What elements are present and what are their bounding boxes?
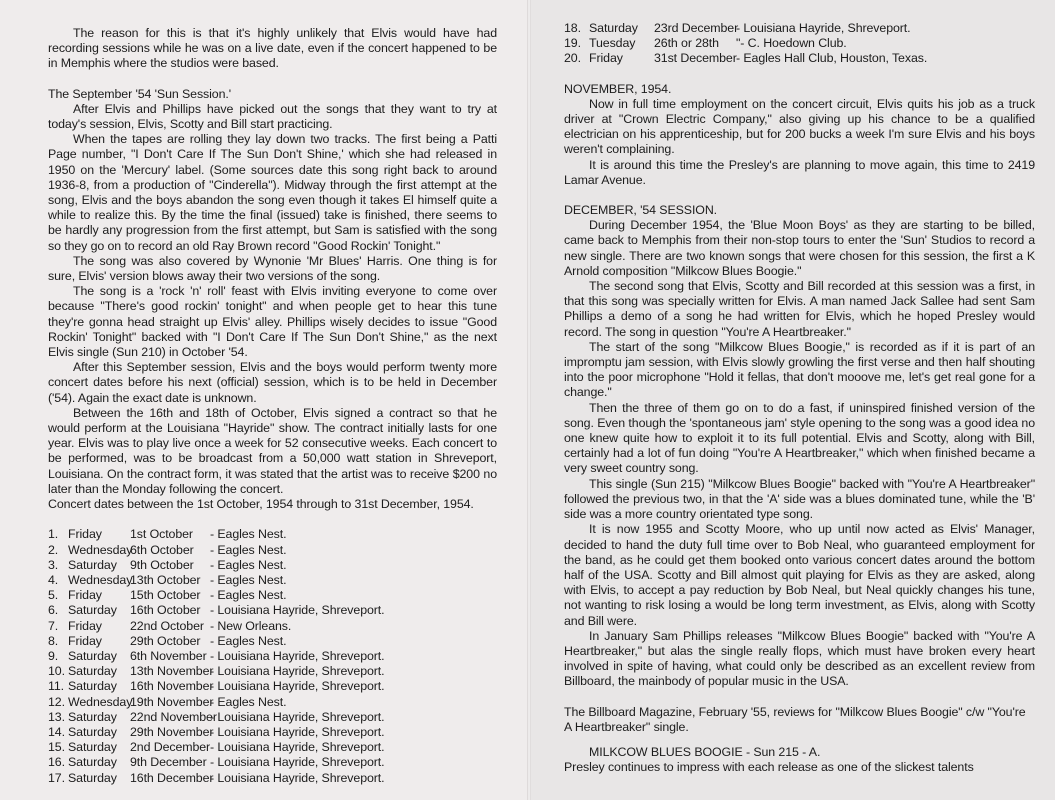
concert-date-row: 16. Saturday 9th December - Louisiana Hayride, Shreveport.	[48, 755, 385, 770]
concert-date-row: 5. Friday 15th October - Eagles Nest.	[48, 588, 287, 603]
concert-date-row: 8. Friday 29th October - Eagles Nest.	[48, 633, 287, 648]
concert-date-row: 3. Saturday 9th October - Eagles Nest.	[48, 557, 287, 572]
concert-date-row: 17. Saturday 16th December - Louisiana Hayride, Shreveport.	[48, 770, 385, 785]
paragraph: It is now 1955 and Scotty Moore, who up until now acted as Elvis' Manager, decided to hand the duty full time over to Bob Neal, who guaranteed employment for the band, as he could get them booked onto various concert dates around the bottom half of the USA. Scotty and Bill almost quit playing for Elvis as they are asked, along with Elvis, to accept a pay reduction by Bob Neal, but Neal quickly changes his tune, not wanting to risk losing a would be long term investment, as Elvis, along with Scotty and Bill were.	[564, 522, 1035, 628]
paragraph: After this September session, Elvis and the boys would perform twenty more concert dates before his next (official) session, which is to be held in December ('54). Again the exact date is unknown.	[48, 360, 497, 405]
billboard-paragraph: The Billboard Magazine, February '55, reviews for "Milkcow Blues Boogie" c/w "You're A Heartbreaker" single.	[564, 704, 1026, 734]
concert-dates-intro: Concert dates between the 1st October, 1954 through to 31st December, 1954.	[48, 497, 474, 512]
concert-date-row: 13. Saturday 22nd November - Louisiana Hayride, Shreveport.	[48, 709, 385, 724]
december-session-heading: DECEMBER, '54 SESSION.	[564, 203, 718, 218]
concert-date-row: 15. Saturday 2nd December - Louisiana Hayride, Shreveport.	[48, 740, 385, 755]
review-heading: MILKCOW BLUES BOOGIE - Sun 215 - A.	[589, 744, 821, 759]
november-heading: NOVEMBER, 1954.	[564, 81, 672, 96]
paragraph: The second song that Elvis, Scotty and Bill recorded at this session was a first, in that this song was specially written for Elvis. A man named Jack Sallee had sent Sam Phillips a demo of a song he had written for Elvis, which he hoped Presley would record. The song in question "You're A Heartbreaker."	[564, 279, 1035, 339]
paragraph: It is around this time the Presley's are planning to move again, this time to 2419 Lamar Avenue.	[564, 157, 1035, 187]
paragraph: In January Sam Phillips releases "Milkcow Blues Boogie" backed with "You're A Heartbreaker," but alas the single really flops, which must have broken every heart involved in spite of having, what could only be described as an excellent review from Billboard, the mainbody of popular music in the USA.	[564, 628, 1035, 689]
concert-date-row: 9. Saturday 6th November - Louisiana Hayride, Shreveport.	[48, 648, 385, 663]
paragraph: When the tapes are rolling they lay down two tracks. The first being a Patti Page number, "I Don't Care If The Sun Don't Shine,' which she had released in 1950 on the 'Mercury' label. (Some sources date this song right back to around 1936-8, from a production of "Cinderella"). Midway through the first attempt at the song, Elvis and the boys abandon the song even though it takes El himself quite a while to realize this. By the time the final (issued) take is finished, there seems to be hardly any progression from the first attempt, but Sam is satisfied with the song so they go on to record an old Ray Brown record "Good Rockin' Tonight."	[48, 132, 497, 253]
concert-dates-list-continued	[564, 21, 1035, 67]
right-page	[531, 0, 1055, 800]
paragraph: During December 1954, the 'Blue Moon Boys' as they are starting to be billed, came back to Memphis from their non-stop tours to enter the 'Sun' Studios to record a new single. There are two known songs that were chosen for this session, the first a K Arnold composition "Milkcow Blues Boogie."	[564, 218, 1035, 278]
concert-date-row: 19. Tuesday 26th or 28th "- C. Hoedown Club.	[564, 36, 847, 51]
concert-date-row: 10. Saturday 13th November - Louisiana Hayride, Shreveport.	[48, 664, 385, 679]
concert-date-row: 11. Saturday 16th November - Louisiana Hayride, Shreveport.	[48, 679, 385, 694]
paragraph: The song was also covered by Wynonie 'Mr Blues' Harris. One thing is for sure, Elvis' version blows away their two versions of the song.	[48, 253, 497, 284]
concert-date-row: 14. Saturday 29th November - Louisiana Hayride, Shreveport.	[48, 724, 385, 739]
concert-date-row: 12. Wednesday 19th November - Eagles Nest.	[48, 694, 287, 709]
paragraph: This single (Sun 215) "Milkcow Blues Boogie" backed with "You're A Heartbreaker" followed the previous two, in that the 'A' side was a blues dominated tune, while the 'B' side was a more country orientated type song.	[564, 476, 1035, 522]
paragraph: After Elvis and Phillips have picked out the songs that they want to try at today's session, Elvis, Scotty and Bill start practicing.	[48, 101, 497, 132]
paragraph: Between the 16th and 18th of October, Elvis signed a contract so that he would perform at the Louisiana "Hayride" show. The contract initially lasts for one year. Elvis was to play live once a week for 52 consecutive weeks. Each concert to be performed, was to be broadcast from a 50,000 watt station in Shreveport, Louisiana. On the contract form, it was stated that the artist was to receive $200 no later than the Monday following the concert.	[48, 405, 497, 496]
intro-paragraph: The reason for this is that it's highly unlikely that Elvis would have had recording sessions while he was on a live date, even if the concert happened to be in Memphis where the studios were based.	[48, 26, 497, 71]
paragraph: Then the three of them go on to do a fast, if uninspired finished version of the song. Even though the 'spontaneous jam' style opening to the song was a good idea no one knew quite how to exploit it to its full potential. Elvis and Scotty, along with Bill, certainly had a lot of fun doing "You're A Heartbreaker," which when finished became a very sweet country song.	[564, 400, 1035, 476]
concert-date-row: 20. Friday 31st December - Eagles Hall Club, Houston, Texas.	[564, 51, 928, 66]
concert-date-row: 18. Saturday 23rd December - Louisiana Hayride, Shreveport.	[564, 21, 911, 35]
paragraph: The song is a 'rock 'n' roll' feast with Elvis inviting everyone to come over because "There's good rockin' tonight" and when people get to hear this tune they're gonna head straight up Elvis' alley. Phillips wisely decides to issue "Good Rockin' Tonight" backed with "I Don't Care If The Sun Don't Shine," as the next Elvis single (Sun 210) in October '54.	[48, 284, 497, 360]
left-page	[0, 0, 527, 800]
concert-date-row: 2. Wednesday 6th October - Eagles Nest.	[48, 542, 287, 557]
concert-date-row: 7. Friday 22nd October - New Orleans.	[48, 618, 292, 633]
paragraph: Now in full time employment on the concert circuit, Elvis quits his job as a truck driver at "Crown Electric Company," also giving up his chance to be a qualified electrician on his apprenticeship, but for 200 bucks a week I'm sure Elvis and his boys weren't complaining.	[564, 96, 1035, 157]
september-session-heading: The September '54 'Sun Session.'	[48, 86, 231, 101]
concert-date-row: 1. Friday 1st October - Eagles Nest.	[48, 527, 287, 542]
review-text: Presley continues to impress with each release as one of the slickest talents	[564, 760, 974, 775]
concert-dates-list	[48, 527, 497, 785]
paragraph: The start of the song "Milkcow Blues Boogie," is recorded as if it is part of an impromptu jam session, with Elvis slowly growling the first verse and then half shouting into the poor microphone "Hold it fellas, that don't mooove me, let's get real gone for a change."	[564, 339, 1035, 400]
concert-date-row: 4. Wednesday 13th October - Eagles Nest.	[48, 572, 287, 587]
concert-date-row: 6. Saturday 16th October - Louisiana Hayride, Shreveport.	[48, 603, 385, 618]
